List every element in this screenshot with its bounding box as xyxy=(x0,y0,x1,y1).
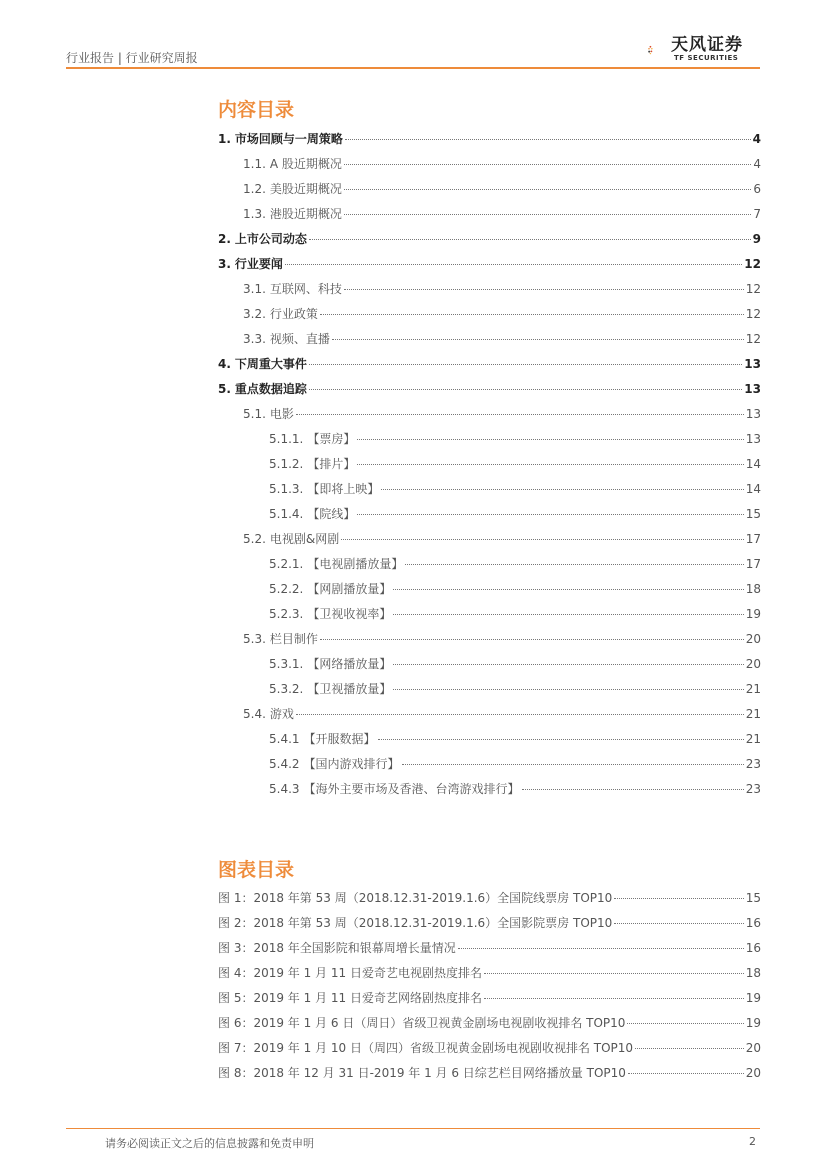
toc-leader-dots xyxy=(627,1023,743,1024)
toc-entry[interactable] xyxy=(269,605,761,621)
toc-entry[interactable] xyxy=(218,255,761,271)
toc-leader-dots xyxy=(309,364,742,365)
toc-entry-page: 4 xyxy=(753,157,761,171)
toc-entry[interactable] xyxy=(218,380,761,396)
toc-entry-number: 5.4.3 xyxy=(269,782,300,796)
toc-entry[interactable] xyxy=(269,455,761,471)
toc-entry-number: 5.1.1. xyxy=(269,432,304,446)
toc-entry-label: 港股近期概况 xyxy=(269,207,342,221)
toc-entry-page: 12 xyxy=(745,307,761,321)
toc-entry-page: 7 xyxy=(753,207,761,221)
toc-entry-label: 图 5：2019 年 1 月 11 日爱奇艺网络剧热度排名 xyxy=(218,991,482,1005)
toc-entry-page: 12 xyxy=(745,282,761,296)
toc-entry[interactable] xyxy=(269,555,761,571)
toc-entry-number: 5.4. xyxy=(243,707,266,721)
toc-entry[interactable] xyxy=(269,730,761,746)
toc-entry-page: 16 xyxy=(745,941,761,955)
toc-leader-dots xyxy=(405,564,743,565)
toc-entry[interactable] xyxy=(269,430,761,446)
toc-entry-number: 1.3. xyxy=(243,207,266,221)
toc-entry-label: 市场回顾与一周策略 xyxy=(234,132,343,146)
toc-entry-number: 3.1. xyxy=(243,282,266,296)
toc-entry-number: 5.4.1 xyxy=(269,732,300,746)
toc-entry-label: 游戏 xyxy=(269,707,294,721)
toc-leader-dots xyxy=(393,664,743,665)
toc-entry-page: 19 xyxy=(745,991,761,1005)
toc-leader-dots xyxy=(614,898,743,899)
toc-leader-dots xyxy=(378,739,744,740)
toc-leader-dots xyxy=(458,948,744,949)
toc-leader-dots xyxy=(381,489,743,490)
toc-entry-label: 电视剧&网剧 xyxy=(269,532,340,546)
toc-entry-page: 13 xyxy=(744,357,761,371)
toc-entry-page: 14 xyxy=(745,457,761,471)
toc-entry[interactable] xyxy=(243,180,761,196)
toc-entry-page: 12 xyxy=(745,332,761,346)
toc-entry-page: 20 xyxy=(745,1066,761,1080)
toc-entry-number: 2. xyxy=(218,232,231,246)
toc-entry-page: 20 xyxy=(745,1041,761,1055)
toc-leader-dots xyxy=(522,789,744,790)
toc-entry-page: 15 xyxy=(745,507,761,521)
toc-leader-dots xyxy=(320,639,744,640)
toc-entry-page: 20 xyxy=(745,657,761,671)
toc-entry[interactable] xyxy=(243,330,761,346)
toc-leader-dots xyxy=(309,389,742,390)
toc-entry[interactable] xyxy=(243,280,761,296)
toc-entry[interactable] xyxy=(243,305,761,321)
toc-entry-label: 行业政策 xyxy=(269,307,318,321)
toc-title: 内容目录 xyxy=(218,99,295,121)
toc-entry-page: 19 xyxy=(745,607,761,621)
toc-entry-number: 3. xyxy=(218,257,231,271)
toc-entry-number: 5.2.2. xyxy=(269,582,304,596)
toc-entry-number: 5.3. xyxy=(243,632,266,646)
toc-entry[interactable] xyxy=(269,680,761,696)
toc-entry-number: 5.1.4. xyxy=(269,507,304,521)
toc-entry[interactable] xyxy=(269,780,761,796)
toc-entry[interactable] xyxy=(269,655,761,671)
toc-entry-page: 23 xyxy=(745,757,761,771)
toc-leader-dots xyxy=(332,339,744,340)
toc-entry-page: 18 xyxy=(745,582,761,596)
toc-entry[interactable] xyxy=(218,1014,761,1030)
toc-entry[interactable] xyxy=(218,939,761,955)
toc-entry-label: 行业要闻 xyxy=(234,257,283,271)
toc-leader-dots xyxy=(484,973,744,974)
company-logo-sub: TF SECURITIES xyxy=(674,54,739,62)
toc-entry-number: 5.3.1. xyxy=(269,657,304,671)
toc-entry-label: 【卫视播放量】 xyxy=(307,682,392,696)
toc-entry-label: A 股近期概况 xyxy=(269,157,342,171)
toc-entry-label: 图 8：2018 年 12 月 31 日-2019 年 1 月 6 日综艺栏目网络播放量 TOP10 xyxy=(218,1066,626,1080)
toc-entry-label: 下周重大事件 xyxy=(234,357,307,371)
toc-leader-dots xyxy=(345,139,751,140)
toc-entry-page: 9 xyxy=(752,232,761,246)
toc-entry-label: 【票房】 xyxy=(307,432,356,446)
toc-entry-number: 5.3.2. xyxy=(269,682,304,696)
toc-entry[interactable] xyxy=(243,155,761,171)
toc-entry-page: 13 xyxy=(744,382,761,396)
toc-entry-number: 5.2. xyxy=(243,532,266,546)
toc-entry-label: 栏目制作 xyxy=(269,632,318,646)
header-breadcrumb: 行业报告 | 行业研究周报 xyxy=(66,51,198,65)
toc-entry-number: 1.2. xyxy=(243,182,266,196)
toc-entry-label: 【电视剧播放量】 xyxy=(307,557,404,571)
toc-entry-page: 18 xyxy=(745,966,761,980)
toc-entry-label: 【即将上映】 xyxy=(307,482,380,496)
toc-entry-page: 13 xyxy=(745,432,761,446)
toc-entry-page: 16 xyxy=(745,916,761,930)
toc-entry-label: 上市公司动态 xyxy=(234,232,307,246)
toc-entry[interactable] xyxy=(243,205,761,221)
toc-entry-page: 15 xyxy=(745,891,761,905)
toc-leader-dots xyxy=(614,923,743,924)
toc-entry-number: 5.2.1. xyxy=(269,557,304,571)
toc-entry-page: 13 xyxy=(745,407,761,421)
toc-entry-label: 图 7：2019 年 1 月 10 日（周四）省级卫视黄金剧场电视剧收视排名 TOP10 xyxy=(218,1041,634,1055)
toc-leader-dots xyxy=(309,239,751,240)
toc-entry[interactable] xyxy=(218,1039,761,1055)
toc-leader-dots xyxy=(402,764,744,765)
toc-entry-label: 图 2：2018 年第 53 周（2018.12.31-2019.1.6）全国影院票房 TOP10 xyxy=(218,916,613,930)
footer-disclaimer: 请务必阅读正文之后的信息披露和免责申明 xyxy=(105,1137,314,1150)
toc-entry-label: 图 4：2019 年 1 月 11 日爱奇艺电视剧热度排名 xyxy=(218,966,482,980)
toc-entry-number: 3.3. xyxy=(243,332,266,346)
page-number: 2 xyxy=(749,1135,756,1148)
toc-entry-number: 5.4.2 xyxy=(269,757,300,771)
company-logo-icon xyxy=(648,28,672,72)
toc-entry[interactable] xyxy=(218,1064,761,1080)
footer-divider xyxy=(66,1128,760,1129)
toc-leader-dots xyxy=(296,714,744,715)
toc-entry[interactable] xyxy=(218,355,761,371)
toc-entry-number: 5.1.3. xyxy=(269,482,304,496)
toc-entry-page: 21 xyxy=(745,682,761,696)
toc-entry-label: 图 6：2019 年 1 月 6 日（周日）省级卫视黄金剧场电视剧收视排名 TOP10 xyxy=(218,1016,626,1030)
toc-leader-dots xyxy=(320,314,744,315)
toc-leader-dots xyxy=(341,539,743,540)
toc-entry[interactable] xyxy=(243,530,761,546)
toc-entry-label: 重点数据追踪 xyxy=(234,382,307,396)
toc-entry-label: 图 3：2018 年全国影院和银幕周增长量情况 xyxy=(218,941,456,955)
toc-entry-label: 【卫视收视率】 xyxy=(307,607,392,621)
toc-entry-number: 1.1. xyxy=(243,157,266,171)
toc-entry[interactable] xyxy=(218,964,761,980)
toc-entry-page: 12 xyxy=(744,257,761,271)
toc-entry[interactable] xyxy=(269,480,761,496)
toc-entry[interactable] xyxy=(218,914,761,930)
toc-entry-label: 电影 xyxy=(269,407,294,421)
toc-entry-page: 4 xyxy=(752,132,761,146)
toc-entry-number: 5. xyxy=(218,382,231,396)
toc-entry[interactable] xyxy=(269,505,761,521)
toc-leader-dots xyxy=(344,164,751,165)
toc-entry[interactable] xyxy=(243,630,761,646)
toc-entry-number: 3.2. xyxy=(243,307,266,321)
toc-leader-dots xyxy=(344,214,751,215)
toc-entry-page: 20 xyxy=(745,632,761,646)
toc-entry[interactable] xyxy=(218,130,761,146)
toc-entry-label: 图 1：2018 年第 53 周（2018.12.31-2019.1.6）全国院线票房 TOP10 xyxy=(218,891,613,905)
toc-leader-dots xyxy=(628,1073,744,1074)
toc-leader-dots xyxy=(393,689,743,690)
toc-leader-dots xyxy=(344,289,744,290)
toc-entry-page: 19 xyxy=(745,1016,761,1030)
toc-entry-page: 6 xyxy=(753,182,761,196)
toc-entry-page: 14 xyxy=(745,482,761,496)
toc-entry-label: 【网络播放量】 xyxy=(307,657,392,671)
toc-entry[interactable] xyxy=(218,230,761,246)
toc-entry-page: 23 xyxy=(745,782,761,796)
toc-leader-dots xyxy=(484,998,744,999)
toc-entry-label: 【排片】 xyxy=(307,457,356,471)
toc-entry-page: 17 xyxy=(745,557,761,571)
toc-entry-page: 21 xyxy=(745,732,761,746)
toc-entry[interactable] xyxy=(218,989,761,1005)
toc-entry-label: 美股近期概况 xyxy=(269,182,342,196)
toc-entry-label: 【海外主要市场及香港、台湾游戏排行】 xyxy=(303,782,520,796)
toc-entry-number: 5.1. xyxy=(243,407,266,421)
toc-leader-dots xyxy=(357,439,743,440)
toc-entry-label: 【网剧播放量】 xyxy=(307,582,392,596)
toc-leader-dots xyxy=(285,264,742,265)
toc-entry-label: 视频、直播 xyxy=(269,332,330,346)
toc-entry-label: 【院线】 xyxy=(307,507,356,521)
figures-title: 图表目录 xyxy=(218,859,295,881)
toc-leader-dots xyxy=(357,464,743,465)
toc-entry-label: 互联网、科技 xyxy=(269,282,342,296)
toc-entry[interactable] xyxy=(218,889,761,905)
company-logo-name: 天风证券 xyxy=(671,35,743,55)
toc-entry-page: 17 xyxy=(745,532,761,546)
toc-entry[interactable] xyxy=(243,705,761,721)
toc-entry[interactable] xyxy=(243,405,761,421)
toc-entry-number: 4. xyxy=(218,357,231,371)
toc-entry-number: 5.2.3. xyxy=(269,607,304,621)
toc-entry-number: 1. xyxy=(218,132,231,146)
toc-entry-page: 21 xyxy=(745,707,761,721)
toc-leader-dots xyxy=(344,189,751,190)
toc-entry[interactable] xyxy=(269,755,761,771)
toc-leader-dots xyxy=(357,514,743,515)
toc-entry[interactable] xyxy=(269,580,761,596)
toc-entry-label: 【开服数据】 xyxy=(303,732,376,746)
toc-entry-label: 【国内游戏排行】 xyxy=(303,757,400,771)
toc-leader-dots xyxy=(393,589,743,590)
toc-entry-number: 5.1.2. xyxy=(269,457,304,471)
toc-leader-dots xyxy=(393,614,743,615)
toc-leader-dots xyxy=(296,414,744,415)
toc-leader-dots xyxy=(635,1048,744,1049)
